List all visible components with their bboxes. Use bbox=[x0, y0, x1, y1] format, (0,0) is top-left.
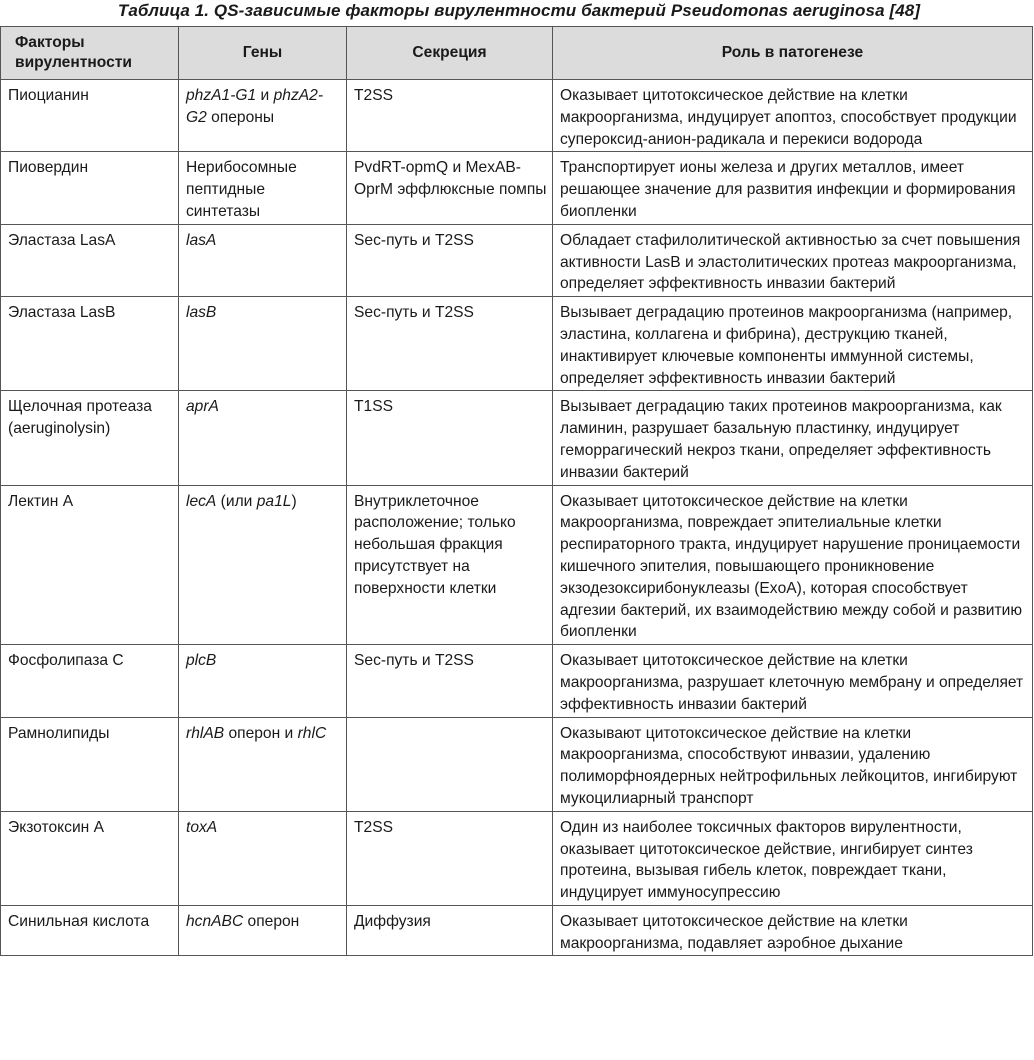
cell-secretion bbox=[347, 717, 553, 811]
cell-factor: Пиовердин bbox=[1, 152, 179, 224]
cell-secretion: T2SS bbox=[347, 811, 553, 905]
gene-name: lasA bbox=[186, 231, 217, 249]
cell-genes bbox=[179, 645, 347, 717]
cell-factor: Рамнолипиды bbox=[1, 717, 179, 811]
cell-genes bbox=[179, 391, 347, 485]
cell-secretion: Внутриклеточное расположение; только небольшая фракция присутствует на поверхности клетки bbox=[347, 485, 553, 645]
gene-text: оперон bbox=[243, 912, 300, 930]
cell-factor: Фосфолипаза С bbox=[1, 645, 179, 717]
gene-text: и bbox=[256, 87, 274, 104]
cell-factor: Эластаза LasA bbox=[1, 224, 179, 296]
table-row bbox=[1, 645, 1033, 717]
cell-factor: Экзотоксин А bbox=[1, 811, 179, 905]
gene-text: Нерибосомные пептидные синтетазы bbox=[186, 159, 297, 220]
gene-name: lasB bbox=[186, 304, 217, 322]
gene-name: hcnABC bbox=[186, 912, 244, 930]
table-header bbox=[1, 27, 1033, 80]
cell-secretion: Sec-путь и T2SS bbox=[347, 645, 553, 717]
cell-factor: Эластаза LasB bbox=[1, 297, 179, 391]
gene-name: pa1L bbox=[256, 492, 292, 510]
table-row bbox=[1, 391, 1033, 485]
cell-secretion: Sec-путь и T2SS bbox=[347, 297, 553, 391]
cell-secretion: T2SS bbox=[347, 80, 553, 152]
gene-name: phzA2-G2 bbox=[186, 87, 324, 126]
table-row bbox=[1, 811, 1033, 905]
gene-name: rhlC bbox=[297, 724, 327, 742]
cell-role: Один из наиболее токсичных факторов вирулентности, оказывает цитотоксическое действие, ингибирует синтез протеина, вызывая гибель клеток, повреждает ткани, индуцирует иммуносупрессию bbox=[553, 811, 1033, 905]
cell-role: Оказывает цитотоксическое действие на клетки макроорганизма, разрушает клеточную мембрану и определяет эффективность инвазии бактерий bbox=[553, 645, 1033, 717]
cell-role: Вызывает деградацию протеинов макроорганизма (например, эластина, коллагена и фибрина), деструкцию тканей, инактивирует ключевые компоненты иммунной системы, определяет эффективность инвазии бактерий bbox=[553, 297, 1033, 391]
gene-name: rhlAB bbox=[186, 724, 225, 742]
cell-role: Транспортирует ионы железа и других металлов, имеет решающее значение для развития инфекции и формирования биопленки bbox=[553, 152, 1033, 224]
table-row bbox=[1, 717, 1033, 811]
gene-name: phzA1-G1 bbox=[186, 87, 257, 104]
cell-secretion: PvdRT-opmQ и MexAB-OprM эффлюксные помпы bbox=[347, 152, 553, 224]
cell-genes bbox=[179, 811, 347, 905]
header-secretion: Секреция bbox=[347, 27, 553, 80]
cell-role: Обладает стафилолитической активностью за счет повышения активности LasB и эластолитических протеаз макроорганизма, определяет эффективность инвазии бактерий bbox=[553, 224, 1033, 296]
table-row bbox=[1, 80, 1033, 152]
cell-role: Оказывает цитотоксическое действие на клетки макроорганизма, индуцирует апоптоз, способствует продукции супероксид-анион-радикала и перекиси водорода bbox=[553, 80, 1033, 152]
cell-role: Оказывает цитотоксическое действие на клетки макроорганизма, подавляет аэробное дыхание bbox=[553, 905, 1033, 956]
cell-genes bbox=[179, 485, 347, 645]
table-row bbox=[1, 905, 1033, 956]
cell-genes bbox=[179, 80, 347, 152]
cell-role: Оказывают цитотоксическое действие на клетки макроорганизма, способствуют инвазии, удалению полиморфноядерных нейтрофильных лейкоцитов, ингибируют мукоцилиарный транспорт bbox=[553, 717, 1033, 811]
table-body bbox=[1, 80, 1033, 956]
table-row bbox=[1, 297, 1033, 391]
cell-factor: Синильная кислота bbox=[1, 905, 179, 956]
gene-text: ) bbox=[291, 492, 297, 510]
header-row bbox=[1, 27, 1033, 80]
cell-secretion: Sec-путь и T2SS bbox=[347, 224, 553, 296]
cell-role: Вызывает деградацию таких протеинов макроорганизма, как ламинин, разрушает базальную пластинку, индуцирует геморрагический некроз ткани, определяет эффективность инвазии бактерий bbox=[553, 391, 1033, 485]
cell-factor: Щелочная протеаза (aeruginolysin) bbox=[1, 391, 179, 485]
table-row bbox=[1, 485, 1033, 645]
cell-secretion: Диффузия bbox=[347, 905, 553, 956]
header-factor: Факторы вирулентности bbox=[1, 27, 179, 80]
cell-genes bbox=[179, 224, 347, 296]
gene-name: plcB bbox=[186, 652, 217, 670]
cell-secretion: T1SS bbox=[347, 391, 553, 485]
table-caption: Таблица 1. QS-зависимые факторы вирулентности бактерий Pseudomonas aeruginosa [48] bbox=[117, 1, 921, 20]
table-row bbox=[1, 224, 1033, 296]
table-row bbox=[1, 152, 1033, 224]
gene-name: lecA bbox=[186, 492, 217, 510]
gene-name: aprA bbox=[186, 398, 219, 416]
gene-text: (или bbox=[216, 492, 257, 510]
header-genes: Гены bbox=[179, 27, 347, 80]
cell-genes bbox=[179, 297, 347, 391]
gene-text: оперон и bbox=[224, 724, 298, 742]
cell-factor: Лектин А bbox=[1, 485, 179, 645]
header-role: Роль в патогенезе bbox=[553, 27, 1033, 80]
cell-factor: Пиоцианин bbox=[1, 80, 179, 152]
gene-text: опероны bbox=[206, 108, 275, 126]
cell-genes bbox=[179, 152, 347, 224]
cell-genes bbox=[179, 905, 347, 956]
gene-name: toxA bbox=[186, 818, 218, 836]
cell-role: Оказывает цитотоксическое действие на клетки макроорганизма, повреждает эпителиальные клетки респираторного тракта, индуцирует нарушение проницаемости кишечного эпителия, повышающего проникновение экзодезоксирибонуклеазы (ExoA), которая способствует адгезии бактерий, их взаимодействию между собой и развитию биопленки bbox=[553, 485, 1033, 645]
virulence-factors-table bbox=[0, 26, 1033, 956]
cell-genes bbox=[179, 717, 347, 811]
